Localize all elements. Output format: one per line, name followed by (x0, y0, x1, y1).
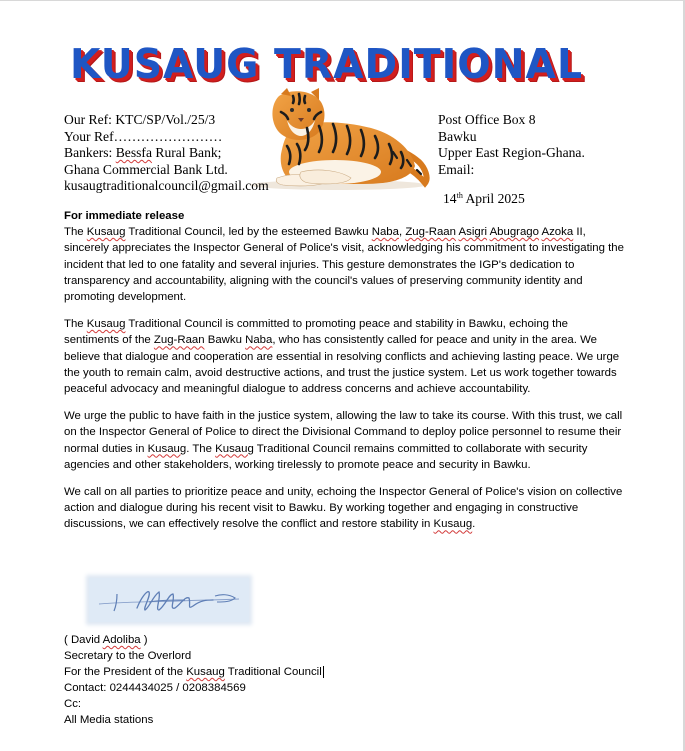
contact-line: Contact: 0244434025 / 0208384569 (64, 682, 246, 694)
spellcheck-word: Kusaug (215, 442, 254, 455)
bank-line-2: Ghana Commercial Bank Ltd. (64, 161, 228, 177)
bank-name: Bessfa (115, 145, 152, 160)
text-cursor: Council (283, 666, 322, 678)
council-email: kusaugtraditionalcouncil@gmail.com (64, 178, 269, 193)
handwritten-signature (89, 578, 249, 622)
spellcheck-word: Kusaug (147, 442, 187, 455)
closing-block (64, 632, 464, 728)
spellcheck-word: Zug-Raan (153, 334, 205, 347)
on-behalf-line: For the President of the Kusaug Traditional Council (64, 666, 322, 678)
letter-date (443, 191, 525, 208)
our-reference: Our Ref: KTC/SP/Vol./25/3 (64, 112, 216, 127)
reference-block (64, 112, 304, 195)
date-day: 14 (443, 191, 457, 206)
letter-body (64, 208, 624, 544)
spellcheck-word: Kusaug (433, 518, 473, 531)
spellcheck-word: Kusaug (86, 226, 126, 239)
paragraph: The Kusaug Traditional Council is committed to promoting peace and stability in Bawku, echoing the sentiments of the Zug-Raan Bawku Naba, who has consistently called for peace and unity in the area. We believe that dialogue and cooperation are essential in resolving conflicts and achieving lasting peace. We urge the youth to remain calm, avoid destructive actions, and trust the justice system. Let us work together towards peaceful advocacy and meaningful dialogue to address concerns and achieve accountability. (64, 318, 620, 396)
paragraph: The Kusaug Traditional Council, led by the esteemed Bawku Naba, Zug-Raan Asigri Abugrago Azoka II, sincerely appreciates the Inspector General of Police's visit, acknowledging his commitment to investigating the incident that led to one fatality and several injuries. This gesture demonstrates the IGP's dedication to transparency and accountability, aligning with the council's values of preserving community identity and promoting development. (64, 226, 624, 304)
release-heading: For immediate release (64, 210, 185, 222)
signatory-name: ( David Adoliba ) (64, 634, 148, 646)
spellcheck-word: Abugrago (489, 226, 539, 239)
spellcheck-word: Asigri (458, 226, 488, 239)
date-suffix: th (456, 191, 463, 200)
cc-label: Cc: (64, 698, 82, 710)
email-label: Email: (438, 161, 475, 177)
cc-recipients: All Media stations (64, 714, 154, 726)
paragraph: We urge the public to have faith in the justice system, allowing the law to take its course. With this trust, we call on the Inspector General of Police to direct the Divisional Command to deploy police personnel to resume their normal duties in Kusaug. The Kusaug Traditional Council remains committed to collaborate with security agencies and other stakeholders, working tirelessly to promote peace and security in Bawku. (64, 410, 623, 471)
spellcheck-word: Zug-Raan (405, 226, 456, 239)
council-name-word: Kusaug (186, 666, 225, 678)
signatory-title: Secretary to the Overlord (64, 650, 192, 662)
spellcheck-word: Naba (245, 334, 273, 347)
address-region: Upper East Region-Ghana. (438, 145, 585, 160)
paragraph: We call on all parties to prioritize peace and unity, echoing the Inspector General of Police's vision on collective action and dialogue during his recent visit to Bawku. By working together and engaging in constructive discussions, we can effectively resolve the conflict and restore stability in Kusaug. (64, 486, 623, 531)
surname: Adoliba (102, 634, 141, 646)
address-block (438, 112, 668, 178)
signature-image (89, 578, 249, 622)
spellcheck-word: Naba (371, 226, 399, 239)
bankers-line: Bankers: Bessfa Rural Bank; (64, 145, 222, 160)
spellcheck-word: Kusaug (86, 318, 126, 331)
post-office-box: Post Office Box 8 (438, 112, 536, 127)
date-month-year: April 2025 (462, 191, 525, 206)
spellcheck-word: Azoka (541, 226, 574, 239)
page-top-edge (0, 0, 685, 1)
your-reference: Your Ref…………………… (64, 128, 223, 144)
address-town: Bawku (438, 128, 477, 144)
letterhead-title: KUSAUG TRADITIONAL (70, 40, 583, 88)
